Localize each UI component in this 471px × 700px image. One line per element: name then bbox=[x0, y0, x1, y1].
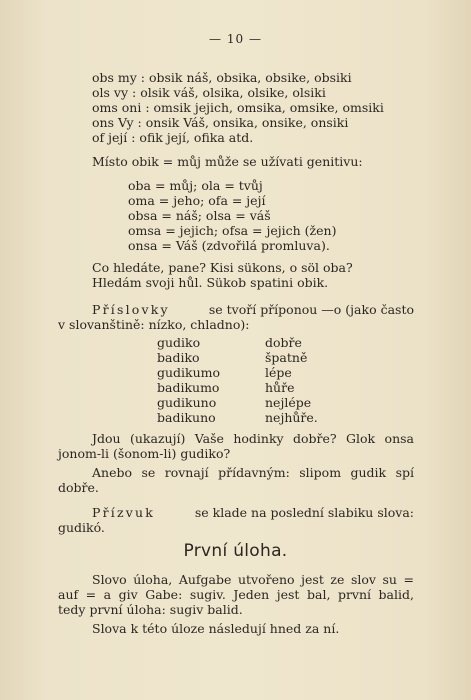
accent-line bbox=[92, 505, 414, 520]
genitive-item: onsa = Váš (zdvořilá promluva). bbox=[128, 238, 330, 253]
genitive-item: omsa = jejich; ofsa = jejich (žen) bbox=[128, 223, 337, 238]
adverb-czech: nejlépe bbox=[265, 395, 312, 410]
page-number: — 10 — bbox=[209, 32, 262, 46]
adverb-row bbox=[157, 395, 318, 410]
adverb-row bbox=[157, 335, 318, 350]
adverb-czech: dobře bbox=[265, 335, 302, 350]
adverb-czech: lépe bbox=[265, 365, 292, 380]
adverbs-intro-rest: se tvoří příponou —o (jako často bbox=[208, 302, 414, 317]
example-sentence: Hledám svoji hůl. Sükob spatini obik. bbox=[92, 275, 329, 290]
lesson-heading: První úloha. bbox=[183, 541, 288, 561]
form-line: ons Vy : onsik Váš, onsika, onsike, onsiki bbox=[92, 115, 349, 130]
adverb-czech: špatně bbox=[265, 350, 308, 365]
term-accent: Přízvuk bbox=[92, 505, 156, 520]
genitive-intro: Místo obik = můj může se užívati genitivu: bbox=[92, 154, 363, 169]
lesson-text-line: tedy první úloha: sugiv balid. bbox=[58, 602, 243, 617]
form-line: oms oni : omsik jejich, omsika, omsike, omsiki bbox=[92, 100, 384, 115]
adverb-czech: nejhůře. bbox=[265, 410, 318, 425]
lesson-text-line: auf = a giv Gabe: sugiv. Jeden jest bal, první balid, bbox=[58, 587, 414, 602]
genitive-item: oma = jeho; ofa = její bbox=[128, 193, 266, 208]
adverb-example: Anebo se rovnají přídavným: slipom gudik spí bbox=[92, 465, 414, 480]
adverb-volapuk: gudiko bbox=[157, 335, 201, 350]
adverb-row bbox=[157, 350, 318, 365]
adverb-volapuk: gudikuno bbox=[157, 395, 217, 410]
adverb-row bbox=[157, 380, 318, 395]
adverb-volapuk: badiko bbox=[157, 350, 200, 365]
example-sentence: Co hledáte, pane? Kisi sükons, o söl oba? bbox=[92, 260, 353, 275]
genitive-item: oba = můj; ola = tvůj bbox=[128, 178, 263, 193]
adverb-table bbox=[157, 335, 318, 425]
genitive-item: obsa = náš; olsa = váš bbox=[128, 208, 271, 223]
adverb-czech: hůře bbox=[265, 380, 295, 395]
lesson-text-line: Slova k této úloze následují hned za ní. bbox=[92, 621, 340, 636]
adverb-example: jonom-li (šonom-li) gudiko? bbox=[58, 446, 231, 461]
adverb-volapuk: badikumo bbox=[157, 380, 220, 395]
adverb-example: Jdou (ukazují) Vaše hodinky dobře? Glok onsa bbox=[92, 431, 414, 446]
accent-line2: gudikó. bbox=[58, 520, 105, 535]
form-line: ols vy : olsik váš, olsika, olsike, olsiki bbox=[92, 85, 326, 100]
adverbs-intro-line2: v slovanštině: nízko, chladno): bbox=[58, 317, 250, 332]
adverb-volapuk: gudikumo bbox=[157, 365, 221, 380]
accent-rest: se klade na poslední slabiku slova: bbox=[194, 505, 414, 520]
adverb-volapuk: badikuno bbox=[157, 410, 216, 425]
adverb-row bbox=[157, 410, 318, 425]
term-adverbs: Příslovky bbox=[92, 302, 170, 317]
lesson-text-line: Slovo úloha, Aufgabe utvořeno jest ze slov su = bbox=[92, 572, 414, 587]
adverb-row bbox=[157, 365, 318, 380]
form-line: of její : ofik její, ofika atd. bbox=[92, 130, 254, 145]
adverbs-intro-line bbox=[92, 302, 414, 317]
form-line: obs my : obsik náš, obsika, obsike, obsiki bbox=[92, 70, 352, 85]
adverb-example: dobře. bbox=[58, 480, 99, 495]
